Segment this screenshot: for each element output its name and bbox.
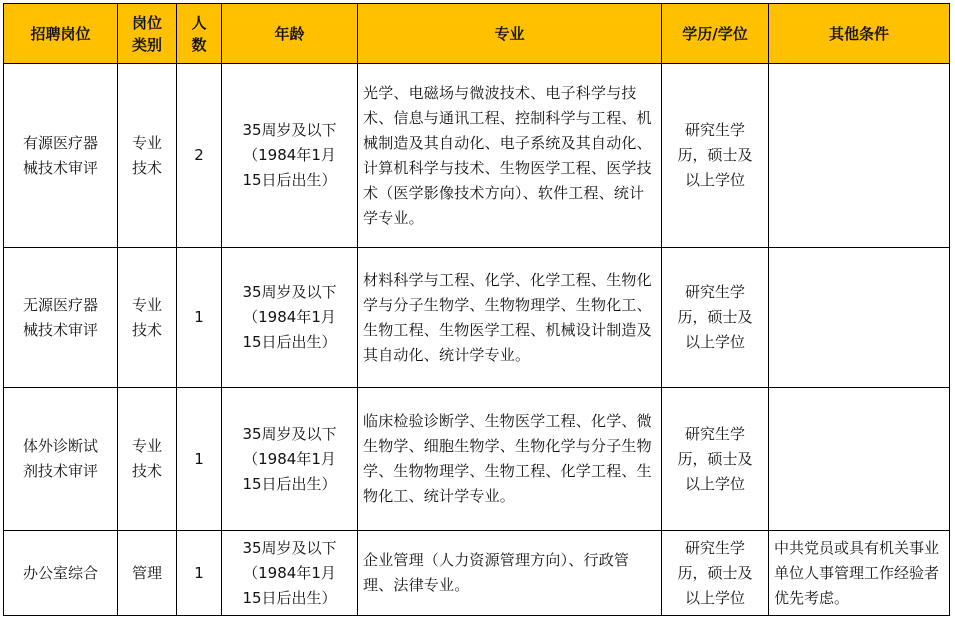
- cell-education: [662, 64, 769, 248]
- header-education: 学历/学位: [662, 4, 769, 64]
- table-row: [4, 531, 950, 616]
- header-position: 招聘岗位: [4, 4, 118, 64]
- header-age: 年龄: [222, 4, 358, 64]
- cell-other: [769, 248, 950, 388]
- cell-position: [4, 248, 118, 388]
- cell-education: [662, 388, 769, 531]
- cell-count: 1: [177, 248, 222, 388]
- table-row: [4, 248, 950, 388]
- table-row: [4, 64, 950, 248]
- cell-category-text: 专业 技术: [131, 437, 162, 480]
- header-count: [177, 4, 222, 64]
- cell-education: [662, 531, 769, 616]
- cell-age-text: 35周岁及以下 （1984年1月 15日后出生）: [242, 121, 337, 189]
- cell-count: 2: [177, 64, 222, 248]
- cell-education-text: 研究生学 历，硕士及 以上学位: [677, 538, 753, 607]
- cell-position: [4, 531, 118, 616]
- cell-age-text: 35周岁及以下 （1984年1月 15日后出生）: [242, 538, 337, 607]
- table-row: [4, 388, 950, 531]
- cell-age: [222, 64, 358, 248]
- cell-education-text: 研究生学 历，硕士及 以上学位: [677, 424, 753, 493]
- cell-other: 中共党员或具有机关事业单位人事管理工作经验者优先考虑。: [769, 531, 950, 616]
- cell-age: [222, 248, 358, 388]
- cell-category: [118, 64, 177, 248]
- cell-other: [769, 64, 950, 248]
- header-major: 专业: [358, 4, 662, 64]
- cell-major: 企业管理（人力资源管理方向）、行政管理、法律专业。: [358, 531, 662, 616]
- cell-major: 光学、电磁场与微波技术、电子科学与技术、信息与通讯工程、控制科学与工程、机械制造及其自动化、电子系统及其自动化、计算机科学与技术、生物医学工程、医学技术（医学影像技术方向）、软件工程、统计学专业。: [358, 64, 662, 248]
- cell-count: 1: [177, 388, 222, 531]
- cell-count: 1: [177, 531, 222, 616]
- cell-category-text: 专业 技术: [131, 133, 162, 177]
- cell-age: [222, 531, 358, 616]
- cell-position-text: 办公室综合: [22, 563, 98, 582]
- cell-major: 临床检验诊断学、生物医学工程、化学、微生物学、细胞生物学、生物化学与分子生物学、生物物理学、生物工程、化学工程、生物化工、统计学专业。: [358, 388, 662, 531]
- cell-category-text: 专业 技术: [131, 295, 162, 339]
- header-count-text: 人 数: [191, 13, 207, 54]
- cell-age-text: 35周岁及以下 （1984年1月 15日后出生）: [242, 424, 337, 493]
- cell-position: [4, 388, 118, 531]
- header-row: [4, 4, 950, 64]
- cell-category: [118, 388, 177, 531]
- cell-education: [662, 248, 769, 388]
- cell-education-text: 研究生学 历，硕士及 以上学位: [677, 121, 753, 189]
- cell-position-text: 体外诊断试 剂技术审评: [22, 437, 98, 480]
- cell-position: [4, 64, 118, 248]
- cell-age-text: 35周岁及以下 （1984年1月 15日后出生）: [242, 283, 337, 351]
- cell-category: [118, 248, 177, 388]
- cell-position-text: 无源医疗器 械技术审评: [22, 295, 98, 339]
- header-other: 其他条件: [769, 4, 950, 64]
- cell-education-text: 研究生学 历，硕士及 以上学位: [677, 283, 753, 351]
- cell-major: 材料科学与工程、化学、化学工程、生物化学与分子生物学、生物物理学、生物化工、生物工程、生物医学工程、机械设计制造及其自动化、统计学专业。: [358, 248, 662, 388]
- cell-category-text: 管理: [131, 563, 162, 582]
- cell-category: [118, 531, 177, 616]
- header-category: [118, 4, 177, 64]
- header-category-text: 岗位 类别: [131, 13, 162, 54]
- cell-position-text: 有源医疗器 械技术审评: [22, 133, 98, 177]
- cell-other: [769, 388, 950, 531]
- recruitment-table: [3, 3, 950, 616]
- cell-age: [222, 388, 358, 531]
